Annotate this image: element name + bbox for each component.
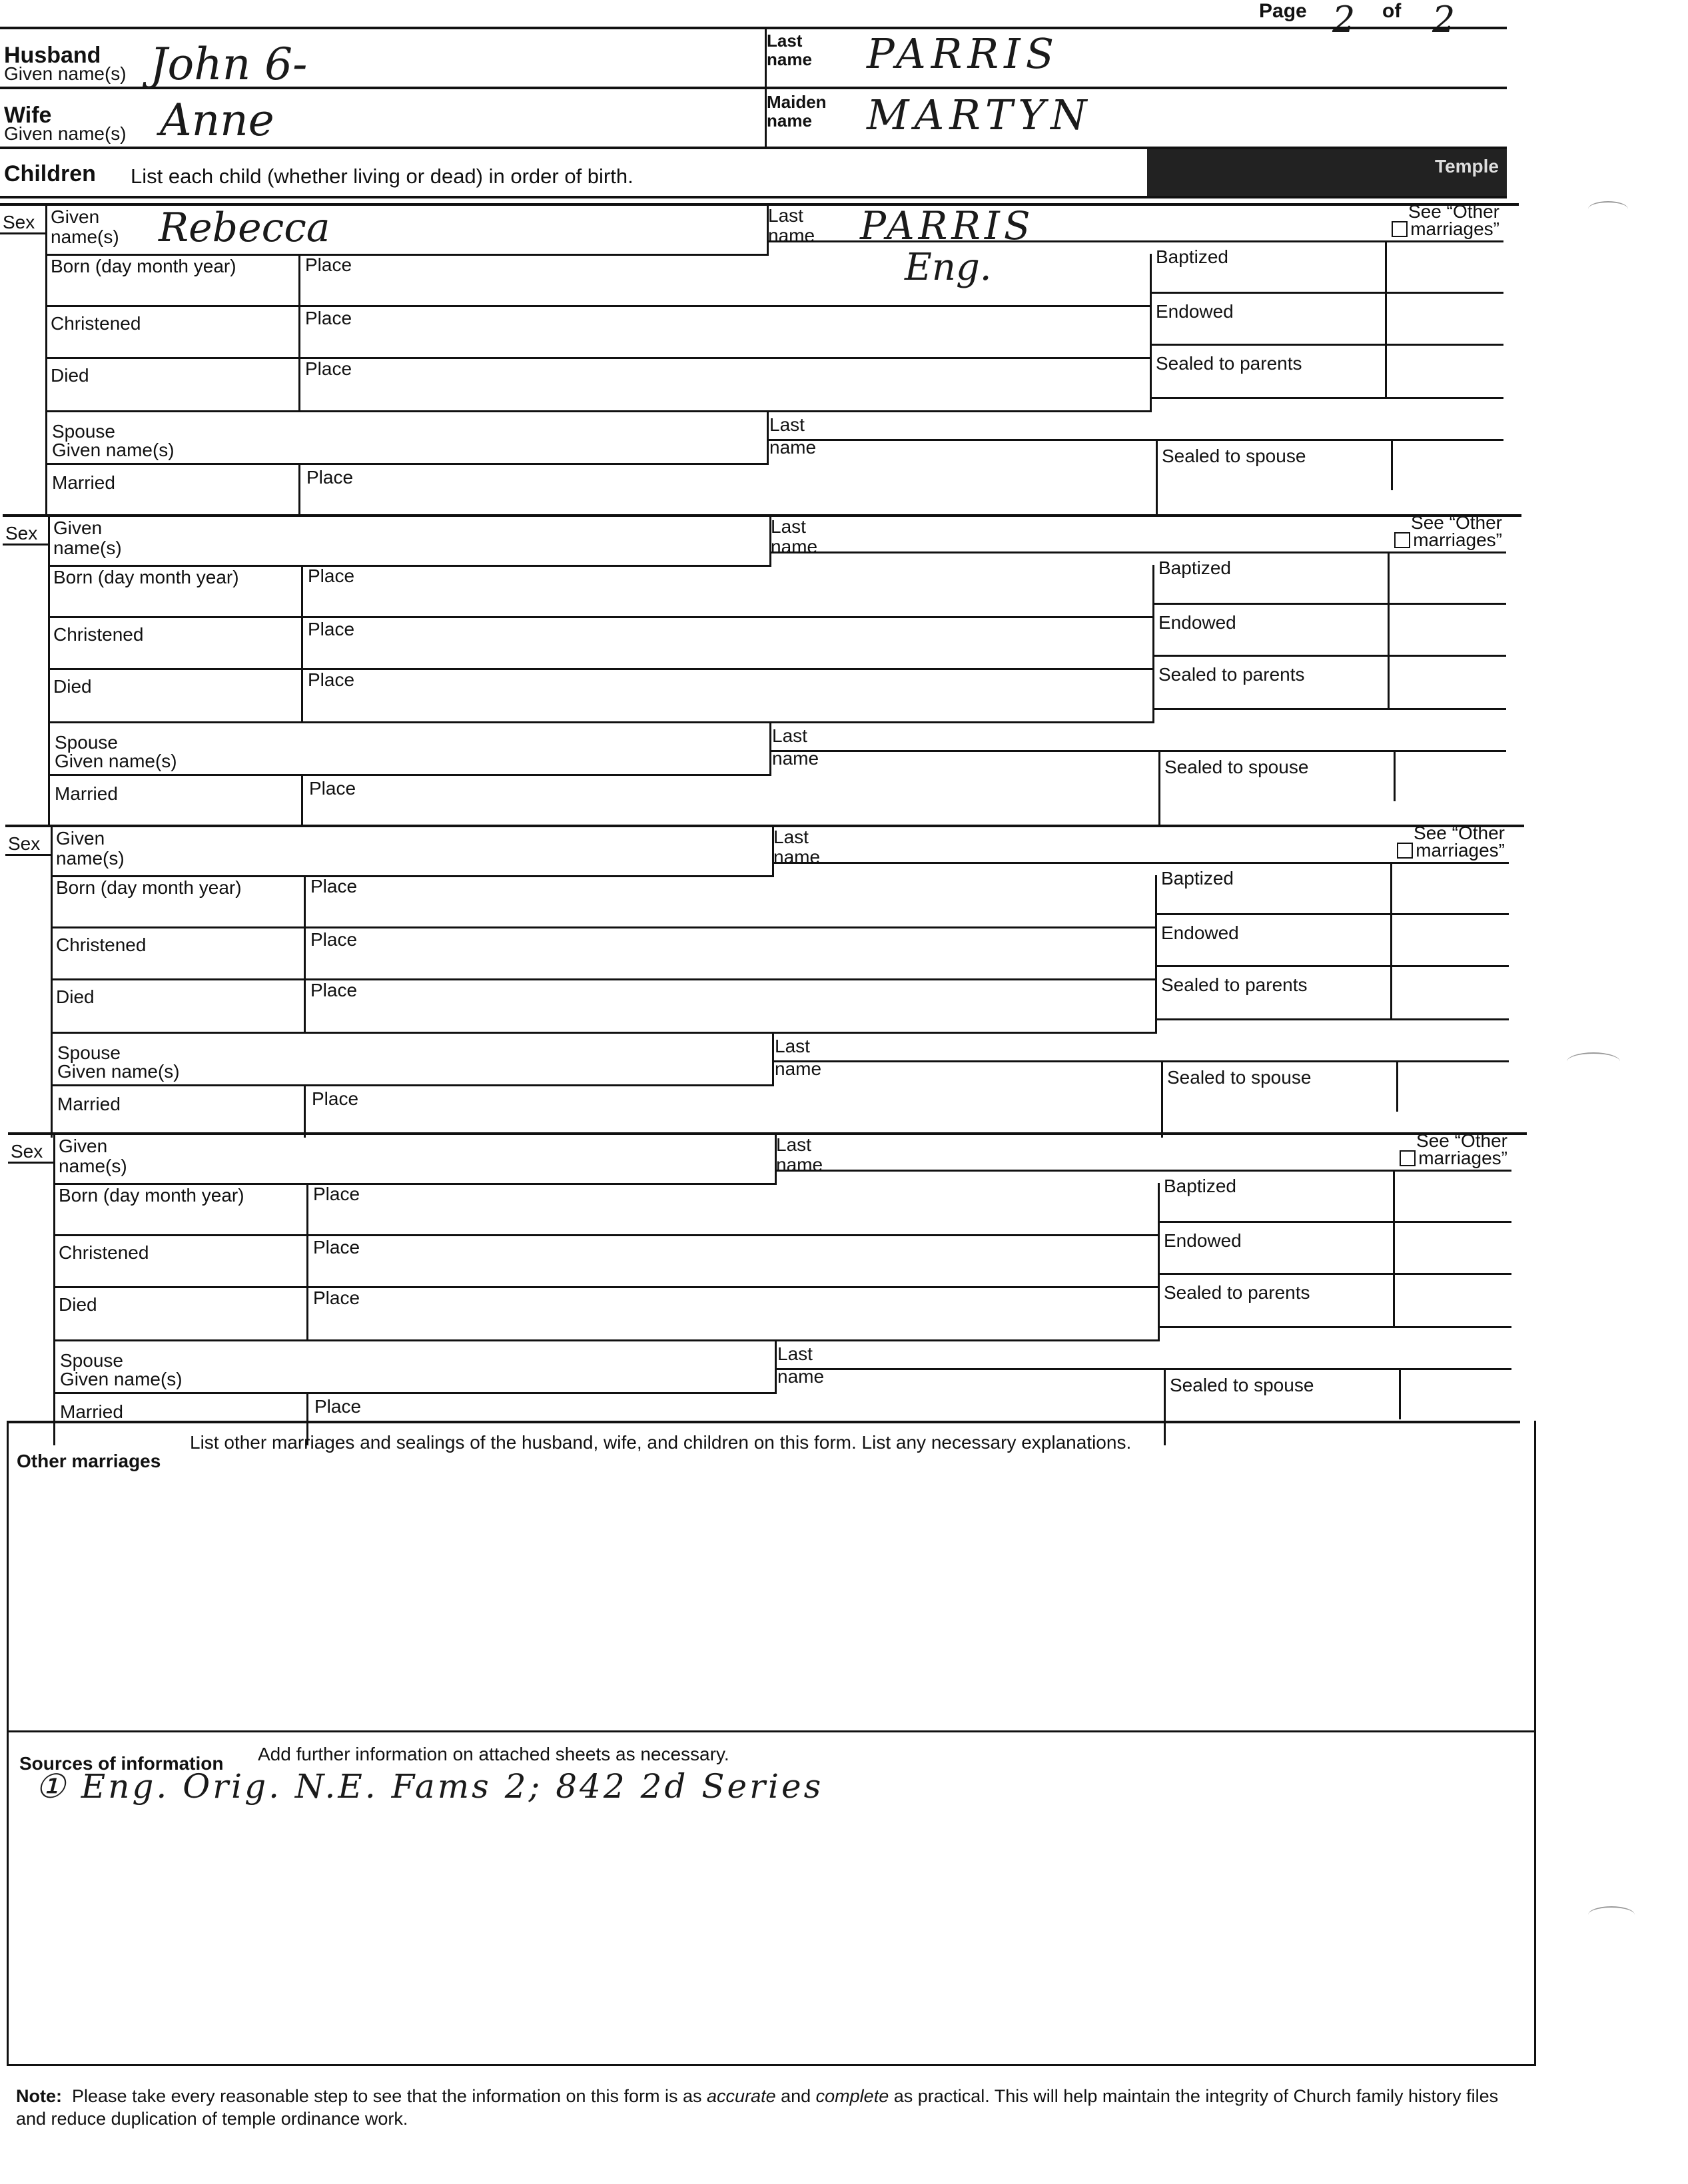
married-label: Married: [52, 472, 115, 493]
married-row[interactable]: [45, 465, 1158, 516]
died-label: Died: [56, 986, 95, 1007]
sealed-parents-row[interactable]: [1152, 346, 1503, 399]
wife-maiden-label-2: name: [767, 111, 812, 131]
married-place-label: Place: [306, 467, 354, 488]
spouse-given-cell[interactable]: [53, 1341, 777, 1394]
sealed-parents-label: Sealed to parents: [1158, 664, 1305, 685]
spouse-label-2: Given name(s): [57, 1061, 180, 1082]
christened-place-label: Place: [313, 1237, 360, 1258]
see-other-checkbox[interactable]: [1358, 841, 1505, 861]
died-label: Died: [51, 365, 89, 386]
sealed-parents-label: Sealed to parents: [1161, 974, 1308, 995]
spouse-last-label-2: name: [772, 748, 819, 769]
husband-last-label-2: name: [767, 49, 812, 69]
sex-divider: [5, 854, 51, 856]
page-of-label: of: [1382, 0, 1402, 22]
christened-label: Christened: [59, 1242, 149, 1263]
christened-place-label: Place: [305, 308, 352, 328]
died-row[interactable]: [48, 670, 1154, 723]
spouse-given-cell[interactable]: [48, 723, 771, 776]
baptized-label: Baptized: [1164, 1176, 1236, 1196]
spouse-last-label-1: Last: [772, 725, 807, 746]
spouse-last-label-1: Last: [777, 1343, 813, 1364]
born-row[interactable]: [48, 565, 1154, 618]
see-other-label-2: marriages”: [1416, 840, 1505, 861]
child-last-label-1: Last: [771, 516, 806, 537]
sealed-parents-row[interactable]: [1157, 967, 1509, 1020]
christened-row[interactable]: [48, 618, 1154, 670]
sex-label: Sex: [8, 833, 41, 854]
sealed-spouse-row[interactable]: [1164, 1370, 1513, 1419]
form-note: [16, 2085, 1515, 2130]
checkbox-icon[interactable]: [1394, 532, 1410, 548]
sealed-spouse-label: Sealed to spouse: [1164, 757, 1309, 777]
spouse-last-label-2: name: [777, 1366, 825, 1387]
married-row[interactable]: [51, 1086, 1163, 1138]
sex-column[interactable]: [3, 517, 50, 827]
sex-column[interactable]: [5, 827, 53, 1138]
other-marriages-title: Other marriages: [17, 1451, 161, 1471]
child-given-label-2: name(s): [56, 848, 125, 869]
sex-divider: [3, 544, 48, 546]
sources-instruction: Add further information on attached sheets as necessary.: [258, 1744, 729, 1764]
spouse-last-label-2: name: [775, 1058, 822, 1079]
spouse-last-label-1: Last: [769, 414, 805, 435]
husband-last-value[interactable]: PARRIS: [867, 29, 1060, 78]
sealed-spouse-label: Sealed to spouse: [1167, 1067, 1312, 1088]
endowed-row[interactable]: [1152, 294, 1503, 346]
child-given-cell[interactable]: [53, 1135, 777, 1185]
born-label: Born (day month year): [59, 1185, 244, 1206]
husband-given-label: Given name(s): [4, 63, 127, 84]
married-place-label: Place: [312, 1088, 359, 1109]
died-place-label: Place: [305, 358, 352, 379]
baptized-label: Baptized: [1161, 868, 1234, 889]
child-given-label-2: name(s): [53, 538, 122, 558]
died-place-label: Place: [310, 980, 358, 1000]
christened-row[interactable]: [51, 928, 1157, 980]
born-label: Born (day month year): [56, 877, 242, 898]
married-place-label: Place: [314, 1396, 362, 1417]
see-other-checkbox[interactable]: [1356, 530, 1502, 550]
husband-last-label-1: Last: [767, 31, 803, 51]
born-place-label: Place: [310, 876, 358, 897]
note-complete: complete: [815, 2086, 889, 2106]
sex-label: Sex: [5, 523, 38, 544]
note-label: Note:: [16, 2086, 62, 2106]
spouse-label-2: Given name(s): [55, 751, 177, 771]
child-last-label-1: Last: [776, 1134, 811, 1155]
baptized-label: Baptized: [1158, 557, 1231, 578]
checkbox-icon[interactable]: [1400, 1150, 1416, 1166]
child-given-cell[interactable]: [45, 206, 769, 256]
died-label: Died: [59, 1294, 97, 1315]
child-last-cell[interactable]: [767, 201, 1503, 248]
see-other-label-2: marriages”: [1418, 1148, 1507, 1168]
born-label: Born (day month year): [53, 567, 239, 587]
sex-label: Sex: [3, 212, 35, 232]
sealed-spouse-row[interactable]: [1158, 752, 1508, 801]
see-other-checkbox[interactable]: [1361, 1148, 1507, 1168]
wife-row: [0, 89, 1507, 149]
children-instruction: List each child (whether living or dead) in order of birth.: [131, 165, 633, 188]
wife-maiden-label-1: Maiden: [767, 92, 827, 112]
see-other-label-1: See “Other: [1408, 201, 1499, 222]
sex-label: Sex: [11, 1141, 43, 1162]
child-given-label-1: Given: [53, 518, 103, 538]
born-row[interactable]: [53, 1183, 1160, 1236]
child-last-label-2: name: [768, 225, 815, 246]
sex-column[interactable]: [0, 206, 47, 516]
sealed-parents-row[interactable]: [1154, 657, 1506, 710]
born-row[interactable]: [45, 246, 1152, 307]
child-given-label-2: name(s): [51, 226, 119, 247]
born-place-label: Place: [308, 565, 355, 586]
couple-block: [0, 27, 1507, 188]
died-row[interactable]: [53, 1288, 1160, 1341]
sex-divider: [0, 232, 45, 234]
spouse-label-1: Spouse: [55, 732, 118, 753]
child-last-cell[interactable]: [775, 1130, 1511, 1175]
page-total[interactable]: 2: [1432, 0, 1456, 41]
child-record: [5, 825, 1524, 1140]
children-title: Children: [4, 161, 96, 186]
sealed-parents-label: Sealed to parents: [1164, 1282, 1310, 1303]
baptized-row[interactable]: [1152, 240, 1503, 294]
see-other-checkbox[interactable]: [1353, 219, 1499, 239]
christened-row[interactable]: [45, 307, 1152, 359]
born-row[interactable]: [51, 875, 1157, 928]
temple-label: Temple: [1435, 156, 1499, 177]
child-given-value[interactable]: Rebecca: [159, 204, 330, 251]
child-last-label-2: name: [776, 1154, 823, 1175]
christened-label: Christened: [51, 313, 141, 334]
child-last-cell[interactable]: [772, 823, 1509, 867]
note-accurate: accurate: [707, 2086, 776, 2106]
temple-header-block: [1147, 149, 1507, 196]
sealed-parents-row[interactable]: [1160, 1275, 1511, 1328]
checkbox-icon[interactable]: [1397, 843, 1413, 859]
wife-given-value[interactable]: Anne: [160, 95, 274, 146]
baptized-row[interactable]: [1157, 862, 1509, 915]
married-label: Married: [55, 783, 118, 804]
scan-mark: [1588, 201, 1628, 217]
christened-place-label: Place: [310, 929, 358, 950]
note-text-1: Please take every reasonable step to see that the information on this form is as: [72, 2086, 707, 2106]
died-row[interactable]: [51, 980, 1157, 1034]
husband-label: Husband: [4, 43, 101, 68]
child-record: [8, 1132, 1527, 1448]
note-text-3: as practical. This will help maintain the integrity of Church family history files and reduce duplication of temple ordinance work.: [16, 2086, 1499, 2129]
scan-mark: [1588, 1906, 1635, 1924]
sealed-spouse-row[interactable]: [1156, 441, 1505, 490]
endowed-label: Endowed: [1161, 922, 1239, 943]
married-label: Married: [60, 1401, 123, 1422]
born-place-label: Place: [313, 1184, 360, 1204]
christened-place-label: Place: [308, 619, 355, 639]
spouse-last-label-2: name: [769, 437, 817, 458]
spouse-label-2: Given name(s): [52, 440, 175, 460]
sex-divider: [8, 1162, 53, 1164]
page-current[interactable]: 2: [1332, 0, 1356, 41]
endowed-row[interactable]: [1160, 1223, 1511, 1275]
see-other-label-1: See “Other: [1414, 823, 1505, 843]
endowed-label: Endowed: [1158, 612, 1236, 633]
endowed-label: Endowed: [1164, 1230, 1242, 1251]
sources-section[interactable]: [7, 1732, 1536, 2066]
husband-given-value[interactable]: John 6-: [150, 39, 308, 90]
wife-given-cell[interactable]: [0, 89, 767, 147]
child-given-label-2: name(s): [59, 1156, 127, 1176]
child-given-cell[interactable]: [48, 517, 771, 567]
scan-mark: [1567, 1052, 1620, 1071]
wife-given-label: Given name(s): [4, 123, 127, 144]
died-label: Died: [53, 676, 92, 697]
spouse-given-cell[interactable]: [45, 412, 769, 465]
spouse-given-cell[interactable]: [51, 1034, 774, 1086]
endowed-row[interactable]: [1157, 915, 1509, 967]
child-last-value[interactable]: PARRIS: [860, 203, 1035, 248]
husband-row: [0, 29, 1507, 89]
child-given-cell[interactable]: [51, 827, 774, 877]
child-record: [0, 203, 1519, 519]
married-row[interactable]: [48, 776, 1160, 827]
sources-entry[interactable]: ① Eng. Orig. N.E. Fams 2; 842 2d Series: [35, 1767, 824, 1806]
child-last-cell[interactable]: [769, 512, 1506, 557]
spouse-label-1: Spouse: [57, 1042, 121, 1063]
sealed-spouse-label: Sealed to spouse: [1162, 446, 1306, 466]
see-other-label-2: marriages”: [1413, 530, 1502, 550]
child-record: [3, 514, 1521, 830]
children-header-row: [0, 149, 1507, 198]
baptized-row[interactable]: [1154, 551, 1506, 605]
died-row[interactable]: [45, 359, 1152, 412]
page-label: Page: [1259, 0, 1307, 22]
child-last-label-2: name: [771, 536, 818, 557]
other-marriages-instruction: List other marriages and sealings of the husband, wife, and children on this form. List any necessary explanations.: [190, 1432, 1132, 1453]
child-last-label-1: Last: [773, 827, 809, 847]
child-last-label-2: name: [773, 847, 821, 867]
other-marriages-section[interactable]: [7, 1421, 1536, 1732]
sealed-spouse-label: Sealed to spouse: [1170, 1375, 1314, 1395]
spouse-last-label-1: Last: [775, 1036, 810, 1056]
wife-maiden-cell[interactable]: [767, 89, 1505, 147]
spouse-label-1: Spouse: [52, 421, 115, 442]
husband-last-cell[interactable]: [767, 29, 1505, 87]
endowed-row[interactable]: [1154, 605, 1506, 657]
note-text-2: and: [775, 2086, 816, 2106]
wife-label: Wife: [4, 103, 52, 128]
christened-row[interactable]: [53, 1236, 1160, 1288]
died-place-label: Place: [308, 669, 355, 690]
married-label: Married: [57, 1094, 121, 1114]
baptized-row[interactable]: [1160, 1170, 1511, 1223]
see-other-label-1: See “Other: [1416, 1130, 1507, 1151]
married-place-label: Place: [309, 778, 356, 799]
see-other-label-1: See “Other: [1411, 512, 1502, 533]
sealed-spouse-row[interactable]: [1161, 1062, 1511, 1112]
child-last-label-1: Last: [768, 205, 803, 226]
child-given-label-1: Given: [56, 828, 105, 849]
sources-title: Sources of information: [19, 1753, 224, 1774]
born-place-value[interactable]: Eng.: [905, 246, 992, 289]
checkbox-icon[interactable]: [1392, 221, 1408, 237]
spouse-label-2: Given name(s): [60, 1369, 183, 1389]
christened-label: Christened: [53, 624, 144, 645]
see-other-label-2: marriages”: [1410, 218, 1499, 239]
child-given-label-1: Given: [59, 1136, 108, 1156]
died-place-label: Place: [313, 1287, 360, 1308]
spouse-label-1: Spouse: [60, 1350, 123, 1371]
sex-column[interactable]: [8, 1135, 55, 1445]
husband-given-cell[interactable]: [0, 29, 767, 90]
born-label: Born (day month year): [51, 256, 236, 276]
baptized-label: Baptized: [1156, 246, 1228, 267]
christened-label: Christened: [56, 934, 147, 955]
child-given-label-1: Given: [51, 206, 100, 227]
endowed-label: Endowed: [1156, 301, 1234, 322]
sealed-parents-label: Sealed to parents: [1156, 353, 1302, 374]
born-place-label: Place: [305, 254, 352, 275]
wife-maiden-value[interactable]: MARTYN: [867, 91, 1092, 139]
